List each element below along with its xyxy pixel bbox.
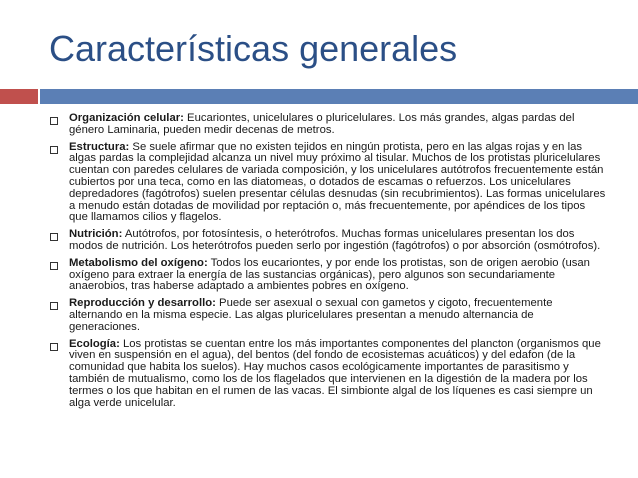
item-term: Nutrición: [69, 228, 123, 241]
square-bullet-icon [50, 233, 58, 241]
square-bullet-icon [50, 343, 58, 351]
item-body: Autótrofos, por fotosíntesis, o heterótrofos. Muchas formas unicelulares presentan los dos modos de nutrición. Los heterótrofos pueden serlo por ingestión (fagótrofos) o por absorción (osmótrofos). [69, 228, 601, 252]
list-item [50, 113, 608, 137]
item-term: Reproducción y desarrollo: [69, 297, 216, 310]
accent-band-blue [40, 89, 638, 104]
item-body: Eucariontes, unicelulares o pluricelulares. Los más grandes, algas pardas del género Laminaria, pueden medir decenas de metros. [69, 112, 575, 136]
item-body: Los protistas se cuentan entre los más importantes componentes del plancton (organismos que viven en suspensión en el agua), del bentos (del fondo de ecosistemas acuáticos) y del edafon (de la comunidad que habita los suelos). Hay muchos casos ecológicamente importantes de parasitismo y también de mutualismo, como los de los flagelados que intervienen en la digestión de la madera por los termes o los que habitan en el rumen de las vacas. El simbionte algal de los líquenes es casi siempre un alga verde unicelular. [69, 337, 601, 409]
list-item [50, 142, 608, 225]
accent-band-red [0, 89, 38, 104]
item-body: Puede ser asexual o sexual con gametos y cigoto, frecuentemente alternando en la misma especie. Las algas pluricelulares presentan a menudo alternancia de generaciones. [69, 297, 553, 333]
list-item [50, 339, 608, 410]
item-body: Todos los eucariontes, y por ende los protistas, son de origen aerobio (usan oxígeno para extraer la energía de las sustancias orgánicas), pero algunos son secundariamente anaerobios, tras haberse adaptado a ambientes pobres en oxígeno. [69, 256, 590, 293]
list-item-text [69, 339, 607, 410]
item-term: Ecología: [69, 337, 120, 350]
item-body: Se suele afirmar que no existen tejidos en ningún protista, pero en las algas rojas y en las algas pardas la complejidad alcanza un nivel muy próximo al tisular. Muchos de los protistas pluricelulares cuentan con paredes celulares de variada composición, y los unicelulares autótrofos frecuentemente están cubiertos por una teca, como en las diatomeas, o dotados de escamas o refuerzos. Los unicelulares depredadores (fagótrofos) suelen presentar células desnudas (sin recubrimientos). Las formas unicelulares a menudo están dotadas de movilidad por reptación o, más frecuentemente, por apéndices de los tipos que llamamos cilios y flagelos. [69, 140, 606, 224]
list-item-text [69, 113, 607, 137]
square-bullet-icon [50, 262, 58, 270]
list-item-text [69, 229, 607, 253]
slide-title: Características generales [49, 28, 458, 69]
item-term: Metabolismo del oxígeno: [69, 256, 208, 269]
square-bullet-icon [50, 302, 58, 310]
list-item [50, 229, 608, 253]
list-item [50, 258, 608, 293]
list-item-text [69, 298, 607, 333]
list-item [50, 298, 608, 333]
list-item-text [69, 142, 607, 225]
bullet-list [50, 113, 608, 414]
square-bullet-icon [50, 146, 58, 154]
list-item-text [69, 258, 607, 293]
item-term: Organización celular: [69, 112, 184, 124]
item-term: Estructura: [69, 140, 130, 153]
square-bullet-icon [50, 117, 58, 125]
